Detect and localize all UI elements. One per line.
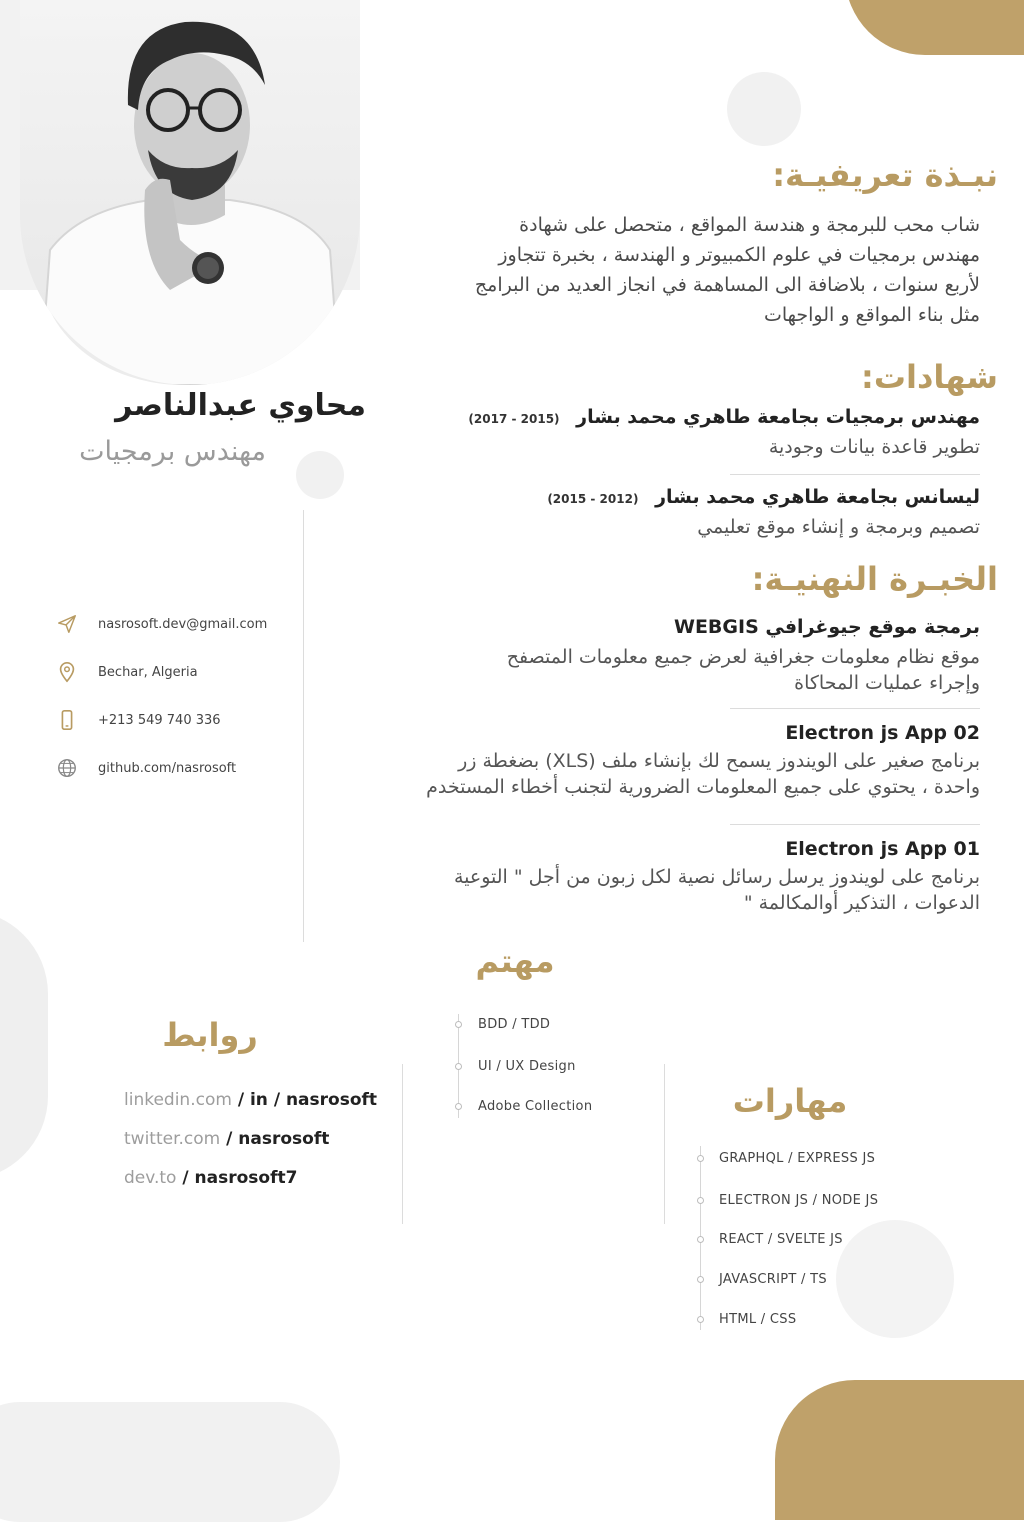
certificate-description: تصميم وبرمجة و إنشاء موقع تعليمي <box>697 516 980 538</box>
decorative-circle <box>836 1220 954 1338</box>
certificate-date: (2015 - 2017) <box>468 412 560 426</box>
interest-item: BDD / TDD <box>478 1017 551 1032</box>
link-host: dev.to <box>124 1168 177 1188</box>
timeline-dot <box>455 1103 462 1110</box>
experience-line: وإجراء عمليات المحاكاة <box>794 672 980 694</box>
timeline-dot <box>697 1316 704 1323</box>
links-title: روابط <box>162 1016 258 1054</box>
experience-item-description <box>320 748 980 800</box>
certificate-date: (2012 - 2015) <box>547 492 639 506</box>
decorative-shape-bottom-right <box>775 1380 1024 1520</box>
certificate-name: ليسانس بجامعة طاهري محمد بشار <box>655 486 980 508</box>
about-line: لأربع سنوات ، بلاضافة الى المساهمة في انجاز العديد من البرامج <box>474 274 980 296</box>
experience-item-description <box>360 864 980 916</box>
interests-title: مهتم <box>475 942 555 980</box>
contact-phone-text: +213 549 740 336 <box>98 712 221 728</box>
experience-item-title: برمجة موقع جيوغرافي WEBGIS <box>674 616 980 638</box>
link-devto[interactable] <box>124 1168 297 1188</box>
profile-name: محاوي عبدالناصر <box>115 388 366 423</box>
interest-item: Adobe Collection <box>478 1099 593 1114</box>
timeline-dot <box>697 1236 704 1243</box>
link-path: / nasrosoft7 <box>176 1168 298 1188</box>
decorative-shape-top-right <box>845 0 1024 55</box>
skills-title: مهارات <box>732 1082 848 1120</box>
timeline-dot <box>455 1063 462 1070</box>
contact-website-text: github.com/nasrosoft <box>98 760 237 776</box>
interest-item: UI / UX Design <box>478 1059 576 1074</box>
contact-location <box>56 660 296 684</box>
certificate-title <box>380 486 980 508</box>
experience-line: برنامج على لويندوز يرسل رسائل نصية لكل زبون من أجل " التوعية <box>453 866 980 888</box>
decorative-circle <box>296 451 344 499</box>
divider-vertical <box>402 1064 403 1224</box>
contact-email-text: nasrosoft.dev@gmail.com <box>98 616 268 632</box>
skill-item: GRAPHQL / EXPRESS JS <box>719 1151 876 1166</box>
about-title: نبـذة تعريفيـة: <box>772 156 998 194</box>
contact-email[interactable] <box>56 612 296 636</box>
about-text <box>360 210 980 330</box>
experience-item-description <box>360 644 980 696</box>
profile-job-title: مهندس برمجيات <box>79 436 266 467</box>
contact-phone[interactable] <box>56 708 296 732</box>
timeline-dot <box>697 1155 704 1162</box>
divider-vertical <box>303 510 304 942</box>
certificate-description: تطوير قاعدة بيانات وجودية <box>768 436 980 458</box>
contact-website[interactable] <box>56 756 296 780</box>
location-pin-icon <box>56 661 78 683</box>
experience-line: الدعوات ، التذكير أوالمكالمة " <box>743 892 980 914</box>
person-portrait-icon <box>20 0 360 385</box>
certificates-title: شهادات: <box>861 358 998 396</box>
experience-item-title: Electron js App 02 <box>785 722 980 744</box>
certificate-title <box>380 406 980 428</box>
experience-line: موقع نظام معلومات جغرافية لعرض جميع معلومات المتصفح <box>506 646 980 668</box>
experience-item-title: Electron js App 01 <box>785 838 980 860</box>
link-path: / in / nasrosoft <box>231 1090 378 1110</box>
timeline-dot <box>697 1197 704 1204</box>
globe-icon <box>56 757 78 779</box>
skill-item: ELECTRON JS / NODE JS <box>719 1193 879 1208</box>
decorative-shape-bottom-left <box>0 1402 340 1522</box>
link-host: twitter.com <box>124 1129 221 1149</box>
link-twitter[interactable] <box>124 1129 329 1149</box>
skill-item: JAVASCRIPT / TS <box>719 1272 827 1287</box>
experience-line: برنامج صغير على الويندوز يسمح لك بإنشاء ملف (XLS) بضغطة زر <box>458 750 980 772</box>
link-path: / nasrosoft <box>220 1129 330 1149</box>
certificate-name: مهندس برمجيات بجامعة طاهري محمد بشار <box>576 406 980 428</box>
timeline-dot <box>697 1276 704 1283</box>
profile-photo <box>20 0 360 385</box>
divider <box>730 824 980 825</box>
about-line: مثل بناء المواقع و الواجهات <box>763 304 980 326</box>
contact-location-text: Bechar, Algeria <box>98 664 198 680</box>
link-host: linkedin.com <box>124 1090 232 1110</box>
divider-vertical <box>664 1064 665 1224</box>
about-line: مهندس برمجيات في علوم الكمبيوتر و الهندسة ، بخبرة تتجاوز <box>498 244 980 266</box>
divider <box>730 474 980 475</box>
decorative-shape-left <box>0 910 48 1180</box>
divider <box>730 708 980 709</box>
decorative-circle <box>727 72 801 146</box>
phone-icon <box>56 709 78 731</box>
paper-plane-icon <box>56 613 78 635</box>
about-line: شاب محب للبرمجة و هندسة المواقع ، متحصل على شهادة <box>519 214 980 236</box>
skill-item: HTML / CSS <box>719 1312 797 1327</box>
skill-item: REACT / SVELTE JS <box>719 1232 843 1247</box>
experience-line: واحدة ، يحتوي على جميع المعلومات الضرورية لتجنب أخطاء المستخدم <box>426 776 980 798</box>
timeline-dot <box>455 1021 462 1028</box>
link-linkedin[interactable] <box>124 1090 377 1110</box>
experience-title: الخبـرة النهنيـة: <box>751 560 998 598</box>
